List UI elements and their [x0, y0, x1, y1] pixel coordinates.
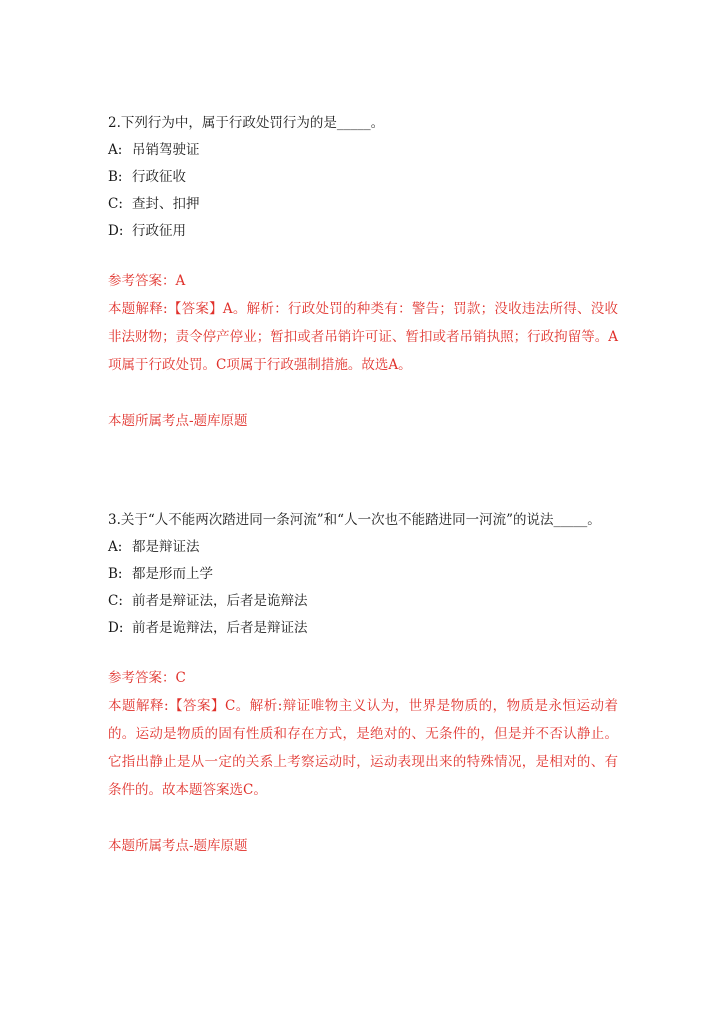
reference-answer: 参考答案：C	[108, 670, 186, 686]
option-letter: A:	[108, 539, 123, 555]
option-letter: D:	[108, 620, 124, 636]
option-text: 吊销驾驶证	[132, 142, 200, 158]
answer-block	[108, 267, 618, 379]
option-b	[108, 561, 618, 588]
option-list	[108, 137, 618, 245]
option-letter: C:	[108, 593, 123, 609]
question-3	[108, 507, 618, 860]
reference-answer: 参考答案：A	[108, 273, 186, 289]
option-c	[108, 191, 618, 218]
option-b	[108, 164, 618, 191]
question-2	[108, 110, 618, 435]
option-d	[108, 615, 618, 642]
question-stem: 2.下列行为中，属于行政处罚行为的是_____。	[108, 115, 385, 131]
question-source: 本题所属考点-题库原题	[108, 838, 248, 854]
answer-block	[108, 664, 618, 804]
option-text: 行政征用	[132, 223, 186, 239]
option-text: 查封、扣押	[132, 196, 200, 212]
answer-explanation: 本题解释:【答案】C。解析:辩证唯物主义认为，世界是物质的，物质是永恒运动着的。运动是物质的固有性质和存在方式，是绝对的、无条件的，但是并不否认静止。它指出静止是从一定的关系上考察运动时，运动表现出来的特殊情况，是相对的、有条件的。故本题答案选C。	[108, 698, 618, 798]
question-stem: 3.关于“人不能两次踏进同一条河流”和“人一次也不能踏进同一河流”的说法_____。	[108, 512, 601, 528]
option-a	[108, 137, 618, 164]
option-letter: C:	[108, 196, 123, 212]
option-letter: A:	[108, 142, 123, 158]
option-text: 都是辩证法	[132, 539, 200, 555]
option-letter: B:	[108, 566, 123, 582]
option-text: 前者是诡辩法，后者是辩证法	[132, 620, 308, 636]
option-text: 都是形而上学	[132, 566, 213, 582]
option-text: 行政征收	[132, 169, 186, 185]
option-a	[108, 534, 618, 561]
option-c	[108, 588, 618, 615]
option-text: 前者是辩证法，后者是诡辩法	[132, 593, 308, 609]
option-d	[108, 218, 618, 245]
option-list	[108, 534, 618, 642]
option-letter: B:	[108, 169, 123, 185]
question-source: 本题所属考点-题库原题	[108, 413, 248, 429]
option-letter: D:	[108, 223, 124, 239]
answer-explanation: 本题解释:【答案】A。解析：行政处罚的种类有：警告；罚款；没收违法所得、没收非法财物；责令停产停业；暂扣或者吊销许可证、暂扣或者吊销执照；行政拘留等。A项属于行政处罚。C项属于行政强制措施。故选A。	[108, 301, 618, 373]
